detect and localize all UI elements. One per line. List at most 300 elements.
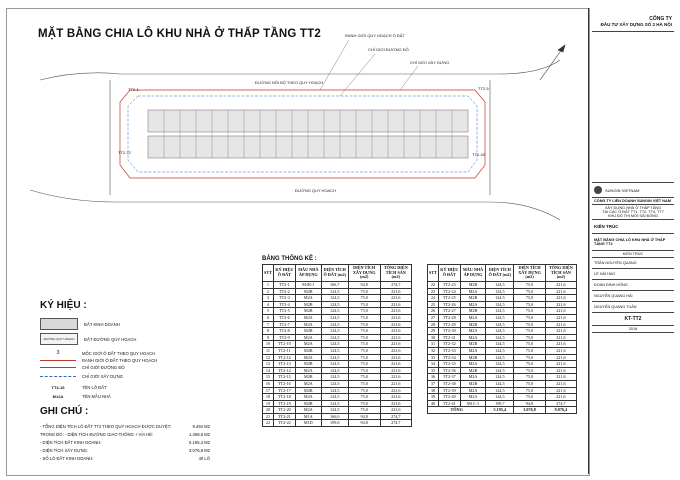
table-row <box>428 387 577 394</box>
table-cell: M2B <box>295 301 321 308</box>
table-row <box>428 328 577 335</box>
brand-name: SUNGIN VIETNAM <box>605 187 640 193</box>
table-cell: 3 <box>263 295 274 302</box>
table-cell: 221,6 <box>380 328 411 335</box>
label-lot-br: TT2-43 <box>472 152 485 157</box>
label-lot-tl: TT2-1 <box>128 87 139 92</box>
table-cell: M2A <box>295 295 321 302</box>
table-cell: 221,6 <box>380 321 411 328</box>
project-line: KHU ĐÔ THỊ MỚI SÀI ĐỒNG <box>607 214 659 218</box>
table-cell: M2B <box>460 321 486 328</box>
table-cell: M1B-1 <box>295 282 321 289</box>
table-cell: M2B <box>295 347 321 354</box>
brand-row <box>592 183 674 198</box>
table-cell: 221,6 <box>380 380 411 387</box>
table-cell: TT2-11 <box>273 347 295 354</box>
table-cell: TT2-8 <box>273 328 295 335</box>
table-cell: TT2-2 <box>273 288 295 295</box>
table-cell: 30 <box>428 334 439 341</box>
table-row <box>263 374 412 381</box>
table-row <box>428 295 577 302</box>
table-cell: M2A <box>460 394 486 401</box>
stat-header-cell: MẪU NHÀ ÁP DỤNG <box>460 265 486 282</box>
table-cell: 124,5 <box>321 354 348 361</box>
label-planned-road: ĐƯỜNG QUY HOẠCH <box>295 188 336 193</box>
stat-title: BẢNG THỐNG KÊ : <box>262 256 317 262</box>
note-item <box>40 432 210 437</box>
note-item <box>40 440 210 445</box>
table-cell: M2B <box>295 387 321 394</box>
note-value: 5.195,4 M2 <box>189 440 210 445</box>
table-cell: M2A <box>460 301 486 308</box>
note-value: 40 LÔ <box>198 456 210 461</box>
table-cell: TT2-41 <box>438 400 460 407</box>
table-cell: 221,6 <box>545 314 576 321</box>
table-cell: 17 <box>263 387 274 394</box>
table-cell: 75,0 <box>514 328 546 335</box>
stat-body-left <box>263 282 412 427</box>
total-cell: 9.876,4 <box>545 407 576 414</box>
table-cell: 25 <box>428 301 439 308</box>
table-cell: M1A <box>295 413 321 420</box>
table-row <box>263 380 412 387</box>
table-cell: 124,5 <box>321 347 348 354</box>
table-cell: 124,5 <box>486 394 514 401</box>
table-row <box>263 328 412 335</box>
company-block <box>592 12 674 32</box>
table-cell: 221,6 <box>380 400 411 407</box>
table-cell: 75,0 <box>514 387 546 394</box>
table-cell: 221,6 <box>545 374 576 381</box>
table-cell: M2B <box>295 328 321 335</box>
stat-header-cell: TỔNG DIỆN TÍCH SÀN (m2) <box>380 265 411 282</box>
table-row <box>428 314 577 321</box>
table-cell: 12 <box>263 354 274 361</box>
table-row <box>428 341 577 348</box>
table-cell: TT2-19 <box>273 400 295 407</box>
table-cell: 221,6 <box>380 347 411 354</box>
table-cell: TT2-37 <box>438 374 460 381</box>
table-cell: 124,5 <box>321 334 348 341</box>
table-cell: M1C-1 <box>460 400 486 407</box>
table-cell: 75,0 <box>514 301 546 308</box>
legend-item <box>40 365 125 370</box>
legend-label: TÊN LÔ ĐẤT <box>82 385 107 390</box>
title-block <box>592 12 674 333</box>
table-cell: 33 <box>428 354 439 361</box>
table-cell: 13 <box>263 361 274 368</box>
table-cell: 75,0 <box>348 321 380 328</box>
legend-item <box>40 394 111 399</box>
table-cell: 75,0 <box>348 295 380 302</box>
table-cell: TT2-14 <box>273 367 295 374</box>
total-cell: TỔNG <box>428 407 486 414</box>
table-cell: 274,7 <box>380 420 411 427</box>
table-row <box>263 413 412 420</box>
legend-label: CHỈ GIỚI ĐƯỜNG ĐỎ <box>82 365 125 370</box>
table-cell: 274,7 <box>545 400 576 407</box>
table-cell: 221,6 <box>380 394 411 401</box>
signatory-name: NGUYỄN QUANG TUẤN <box>592 302 674 313</box>
table-cell: 274,7 <box>380 413 411 420</box>
table-cell: 124,5 <box>486 314 514 321</box>
table-cell: 75,0 <box>348 361 380 368</box>
table-row <box>263 367 412 374</box>
legend-swatch-icon: M12A <box>52 394 64 399</box>
table-cell: 124,5 <box>486 288 514 295</box>
table-cell: M2A <box>460 361 486 368</box>
table-cell: TT2-34 <box>438 354 460 361</box>
table-cell: 124,5 <box>486 334 514 341</box>
table-cell: 221,6 <box>545 347 576 354</box>
table-cell: TT2-33 <box>438 347 460 354</box>
table-cell: 32 <box>428 347 439 354</box>
table-cell: 221,6 <box>380 314 411 321</box>
table-cell: 221,6 <box>545 380 576 387</box>
project-block <box>592 205 674 220</box>
table-cell: TT2-6 <box>273 314 295 321</box>
table-cell: 21 <box>263 413 274 420</box>
table-row <box>263 407 412 414</box>
table-cell: 16 <box>263 380 274 387</box>
stat-table-right <box>427 264 577 414</box>
table-cell: M2B <box>460 367 486 374</box>
table-cell: M2B <box>460 308 486 315</box>
table-cell: 221,6 <box>380 301 411 308</box>
table-cell: 124,5 <box>486 354 514 361</box>
table-cell: TT2-24 <box>438 288 460 295</box>
table-cell: M2A <box>460 314 486 321</box>
legend-swatch-icon: TT4-15 <box>51 385 65 390</box>
table-cell: 94,8 <box>348 413 380 420</box>
label-road-edge: CHỈ GIỚI ĐƯỜNG ĐỎ <box>368 47 409 52</box>
table-row <box>263 301 412 308</box>
table-cell: 221,6 <box>380 374 411 381</box>
table-cell: 2 <box>263 288 274 295</box>
table-cell: 75,0 <box>514 374 546 381</box>
table-cell: 221,6 <box>380 295 411 302</box>
table-cell: 124,5 <box>321 394 348 401</box>
table-cell: 75,0 <box>514 308 546 315</box>
table-row <box>428 380 577 387</box>
table-cell: M2A <box>460 288 486 295</box>
table-row <box>263 288 412 295</box>
table-cell: 221,6 <box>380 334 411 341</box>
table-cell: 4 <box>263 301 274 308</box>
table-cell: M2A <box>295 321 321 328</box>
table-cell: 31 <box>428 341 439 348</box>
table-cell: 124,5 <box>321 407 348 414</box>
table-cell: 5 <box>263 308 274 315</box>
table-cell: M2A <box>460 387 486 394</box>
table-cell: 124,5 <box>321 367 348 374</box>
legend-label: ĐẤT KINH DOANH <box>84 321 120 327</box>
stat-body-right <box>428 282 577 414</box>
signatory-name: NGUYỄN QUANG HẢI <box>592 291 674 302</box>
table-cell: 124,5 <box>486 308 514 315</box>
table-cell: TT2-15 <box>273 374 295 381</box>
note-value: 9.494 M2 <box>192 424 210 429</box>
table-cell: 11 <box>263 347 274 354</box>
table-cell: 221,6 <box>545 288 576 295</box>
table-cell: 1 <box>263 282 274 289</box>
table-cell: M2A <box>295 334 321 341</box>
table-cell: M2B <box>460 354 486 361</box>
table-cell: 75,0 <box>514 282 546 289</box>
table-cell: 124,5 <box>321 380 348 387</box>
table-cell: M2A <box>460 374 486 381</box>
label-internal-road: ĐƯỜNG NỘI BỘ THEO QUY HOẠCH <box>255 80 324 85</box>
total-cell: 3.076,8 <box>514 407 546 414</box>
table-cell: 20 <box>263 407 274 414</box>
label-lot-tr: TT2-5 <box>478 86 489 91</box>
note-label: - TỔNG DIỆN TÍCH LÔ ĐẤT TT2 THEO QUY HOẠCH ĐƯỢC DUYỆT: <box>40 424 171 429</box>
table-cell: 124,5 <box>321 400 348 407</box>
table-cell: 124,5 <box>486 301 514 308</box>
table-cell: 75,0 <box>348 301 380 308</box>
table-cell: 75,0 <box>348 288 380 295</box>
table-cell: 75,0 <box>348 400 380 407</box>
sheet-number: KT-TT2 <box>592 313 674 326</box>
legend-item <box>40 358 157 363</box>
note-item <box>40 456 210 461</box>
stat-header-row <box>428 265 577 282</box>
table-cell: 19 <box>263 400 274 407</box>
table-cell: M2A <box>295 394 321 401</box>
table-cell: 124,5 <box>486 361 514 368</box>
table-row <box>428 400 577 407</box>
table-cell: 8 <box>263 328 274 335</box>
table-cell: 124,5 <box>321 341 348 348</box>
table-row <box>263 308 412 315</box>
table-cell: 75,0 <box>348 354 380 361</box>
table-cell: 221,6 <box>380 367 411 374</box>
table-cell: 36 <box>428 374 439 381</box>
table-cell: 75,0 <box>348 394 380 401</box>
table-cell: 75,0 <box>348 334 380 341</box>
table-cell: 27 <box>428 314 439 321</box>
project-line: XÂY DỰNG NHÀ Ở THẤP TẦNG <box>604 206 662 210</box>
consultant-name: CÔNG TY LIÊN DOANH SUNGIN VIỆT NAM <box>592 198 674 205</box>
table-cell: 221,6 <box>380 288 411 295</box>
legend-swatch-icon <box>40 318 78 330</box>
table-cell: 6 <box>263 314 274 321</box>
table-cell: M1D <box>295 420 321 427</box>
table-cell: 221,6 <box>545 334 576 341</box>
table-cell: 124,5 <box>321 321 348 328</box>
table-cell: 94,8 <box>348 282 380 289</box>
stat-header-cell: DIỆN TÍCH XÂY DỰNG (m2) <box>348 265 380 282</box>
table-cell: TT2-29 <box>438 321 460 328</box>
table-row <box>428 301 577 308</box>
legend-item <box>40 333 136 345</box>
table-cell: 124,5 <box>486 282 514 289</box>
signatory-name: TRẦN NGUYÊN QUANG <box>592 258 674 269</box>
table-cell: 35 <box>428 367 439 374</box>
table-cell: 75,0 <box>348 387 380 394</box>
table-cell: TT2-38 <box>438 380 460 387</box>
table-cell: M2A <box>295 341 321 348</box>
legend-item <box>40 318 120 330</box>
table-cell: 221,6 <box>545 367 576 374</box>
table-cell: TT2-25 <box>438 295 460 302</box>
signatory-name: LÊ HẢI HÀO <box>592 269 674 280</box>
legend-swatch-icon <box>40 360 76 361</box>
table-cell: 166,0 <box>321 413 348 420</box>
table-cell: 221,6 <box>380 341 411 348</box>
table-cell: TT2-7 <box>273 321 295 328</box>
label-build-line: CHỈ GIỚI XÂY DỰNG <box>410 60 450 65</box>
table-cell: M2B <box>295 361 321 368</box>
table-cell: 9 <box>263 334 274 341</box>
table-cell: 166,7 <box>321 282 348 289</box>
table-cell: 22 <box>428 282 439 289</box>
label-red-line: RANH GIỚI QUY HOẠCH Ô ĐẤT <box>345 33 405 38</box>
table-cell: 221,6 <box>380 407 411 414</box>
table-cell: 124,5 <box>486 328 514 335</box>
stat-header-cell: MẪU NHÀ ÁP DỤNG <box>295 265 321 282</box>
legend-swatch-icon: 3 <box>56 350 60 356</box>
table-cell: 38 <box>428 387 439 394</box>
table-cell: 124,5 <box>486 321 514 328</box>
table-cell: TT2-31 <box>438 334 460 341</box>
stat-table-left <box>262 264 412 427</box>
table-cell: 75,0 <box>514 394 546 401</box>
table-cell: M2A <box>295 380 321 387</box>
table-cell: TT2-23 <box>438 282 460 289</box>
table-cell: 14 <box>263 367 274 374</box>
signature-area <box>592 32 674 183</box>
table-cell: M2B <box>460 295 486 302</box>
table-cell: 124,5 <box>486 347 514 354</box>
table-row <box>428 321 577 328</box>
table-cell: 221,6 <box>545 301 576 308</box>
table-row <box>428 367 577 374</box>
stat-header-cell: DIỆN TÍCH Ô ĐẤT (m2) <box>321 265 348 282</box>
table-cell: 15 <box>263 374 274 381</box>
table-cell: 75,0 <box>348 380 380 387</box>
table-row <box>263 341 412 348</box>
table-cell: 75,0 <box>514 314 546 321</box>
table-cell: 34 <box>428 361 439 368</box>
table-cell: 124,5 <box>321 288 348 295</box>
note-label: TRONG ĐÓ: - DIỆN TÍCH ĐƯỜNG GIAO THÔNG + VỈA HÈ: <box>40 432 154 437</box>
build-line <box>128 96 477 172</box>
table-cell: 221,6 <box>545 295 576 302</box>
table-cell: M2B <box>460 341 486 348</box>
table-cell: M2A <box>295 354 321 361</box>
table-cell: 221,6 <box>380 387 411 394</box>
stat-header-cell: DIỆN TÍCH Ô ĐẤT (m2) <box>486 265 514 282</box>
table-cell: 221,6 <box>545 308 576 315</box>
table-cell: 75,0 <box>348 328 380 335</box>
table-cell: 94,8 <box>348 420 380 427</box>
table-cell: TT2-17 <box>273 387 295 394</box>
total-cell: 5.195,4 <box>486 407 514 414</box>
table-cell: 28 <box>428 321 439 328</box>
north-arrow-icon <box>540 45 565 80</box>
table-cell: TT2-40 <box>438 394 460 401</box>
table-cell: TT2-39 <box>438 387 460 394</box>
table-cell: M2A <box>460 328 486 335</box>
legend-label: MỐC GIỚI Ô ĐẤT THEO QUY HOẠCH <box>82 350 156 356</box>
table-cell: 124,5 <box>321 328 348 335</box>
note-value: 3.076,8 M2 <box>189 448 210 453</box>
table-row <box>428 288 577 295</box>
table-row <box>428 347 577 354</box>
table-cell: TT2-16 <box>273 380 295 387</box>
table-cell: 75,0 <box>348 347 380 354</box>
legend-label: ĐẤT ĐƯỜNG QUY HOẠCH <box>84 336 137 342</box>
table-cell: TT2-1 <box>273 282 295 289</box>
table-cell: M2B <box>295 374 321 381</box>
table-cell: 75,0 <box>348 374 380 381</box>
table-cell: TT2-21 <box>273 413 295 420</box>
table-row <box>428 394 577 401</box>
table-cell: 75,0 <box>514 361 546 368</box>
table-cell: 7 <box>263 321 274 328</box>
table-row <box>263 354 412 361</box>
table-cell: TT2-12 <box>273 354 295 361</box>
drawing-name: MẶT BẰNG CHIA LÔ KHU NHÀ Ở THẤP TẦNG TT2 <box>592 234 674 251</box>
stat-header-cell: STT <box>428 265 439 282</box>
stat-header-cell: KÝ HIỆU Ô ĐẤT <box>438 265 460 282</box>
table-cell: 75,0 <box>348 308 380 315</box>
stat-header-cell: DIỆN TÍCH XÂY DỰNG (m2) <box>514 265 546 282</box>
legend-swatch-icon <box>40 376 76 377</box>
note-value: 1.458,6 M2 <box>189 432 210 437</box>
legend-swatch-icon: ĐƯỜNG QUY HOẠCH <box>40 333 78 345</box>
table-cell: 75,0 <box>514 295 546 302</box>
table-cell: 124,5 <box>321 387 348 394</box>
table-row <box>263 314 412 321</box>
table-cell: TT2-10 <box>273 341 295 348</box>
table-cell: M2A <box>295 407 321 414</box>
table-cell: 124,5 <box>321 374 348 381</box>
table-row <box>263 334 412 341</box>
table-cell: 39 <box>428 394 439 401</box>
table-cell: 221,6 <box>380 354 411 361</box>
table-cell: 199,6 <box>321 420 348 427</box>
table-cell: TT2-35 <box>438 361 460 368</box>
table-cell: 124,5 <box>486 341 514 348</box>
table-cell: 22 <box>263 420 274 427</box>
table-cell: 221,6 <box>545 394 576 401</box>
table-row <box>263 282 412 289</box>
table-cell: 24 <box>428 295 439 302</box>
table-cell: 18 <box>263 394 274 401</box>
drawing-title: MẶT BẰNG CHIA LÔ KHU NHÀ Ở THẤP TẦNG TT2 <box>38 28 321 40</box>
table-cell: 29 <box>428 328 439 335</box>
table-cell: 221,6 <box>545 361 576 368</box>
legend-swatch-icon <box>40 367 76 368</box>
drawing-date: 2016 <box>592 326 674 333</box>
table-cell: 124,5 <box>321 301 348 308</box>
table-cell: 75,0 <box>514 288 546 295</box>
table-cell: 124,5 <box>486 374 514 381</box>
table-cell: 75,0 <box>348 341 380 348</box>
legend-label: CHỈ GIỚI XÂY DỰNG <box>82 374 124 379</box>
table-cell: TT2-27 <box>438 308 460 315</box>
table-cell: M2B <box>295 400 321 407</box>
company-name: ĐẦU TƯ XÂY DỰNG SỐ 2 HÀ NỘI <box>600 22 672 27</box>
table-cell: TT2-36 <box>438 367 460 374</box>
table-cell: TT2-9 <box>273 334 295 341</box>
table-cell: 124,5 <box>321 308 348 315</box>
table-row <box>263 347 412 354</box>
legend-item <box>40 350 155 356</box>
table-row <box>263 420 412 427</box>
